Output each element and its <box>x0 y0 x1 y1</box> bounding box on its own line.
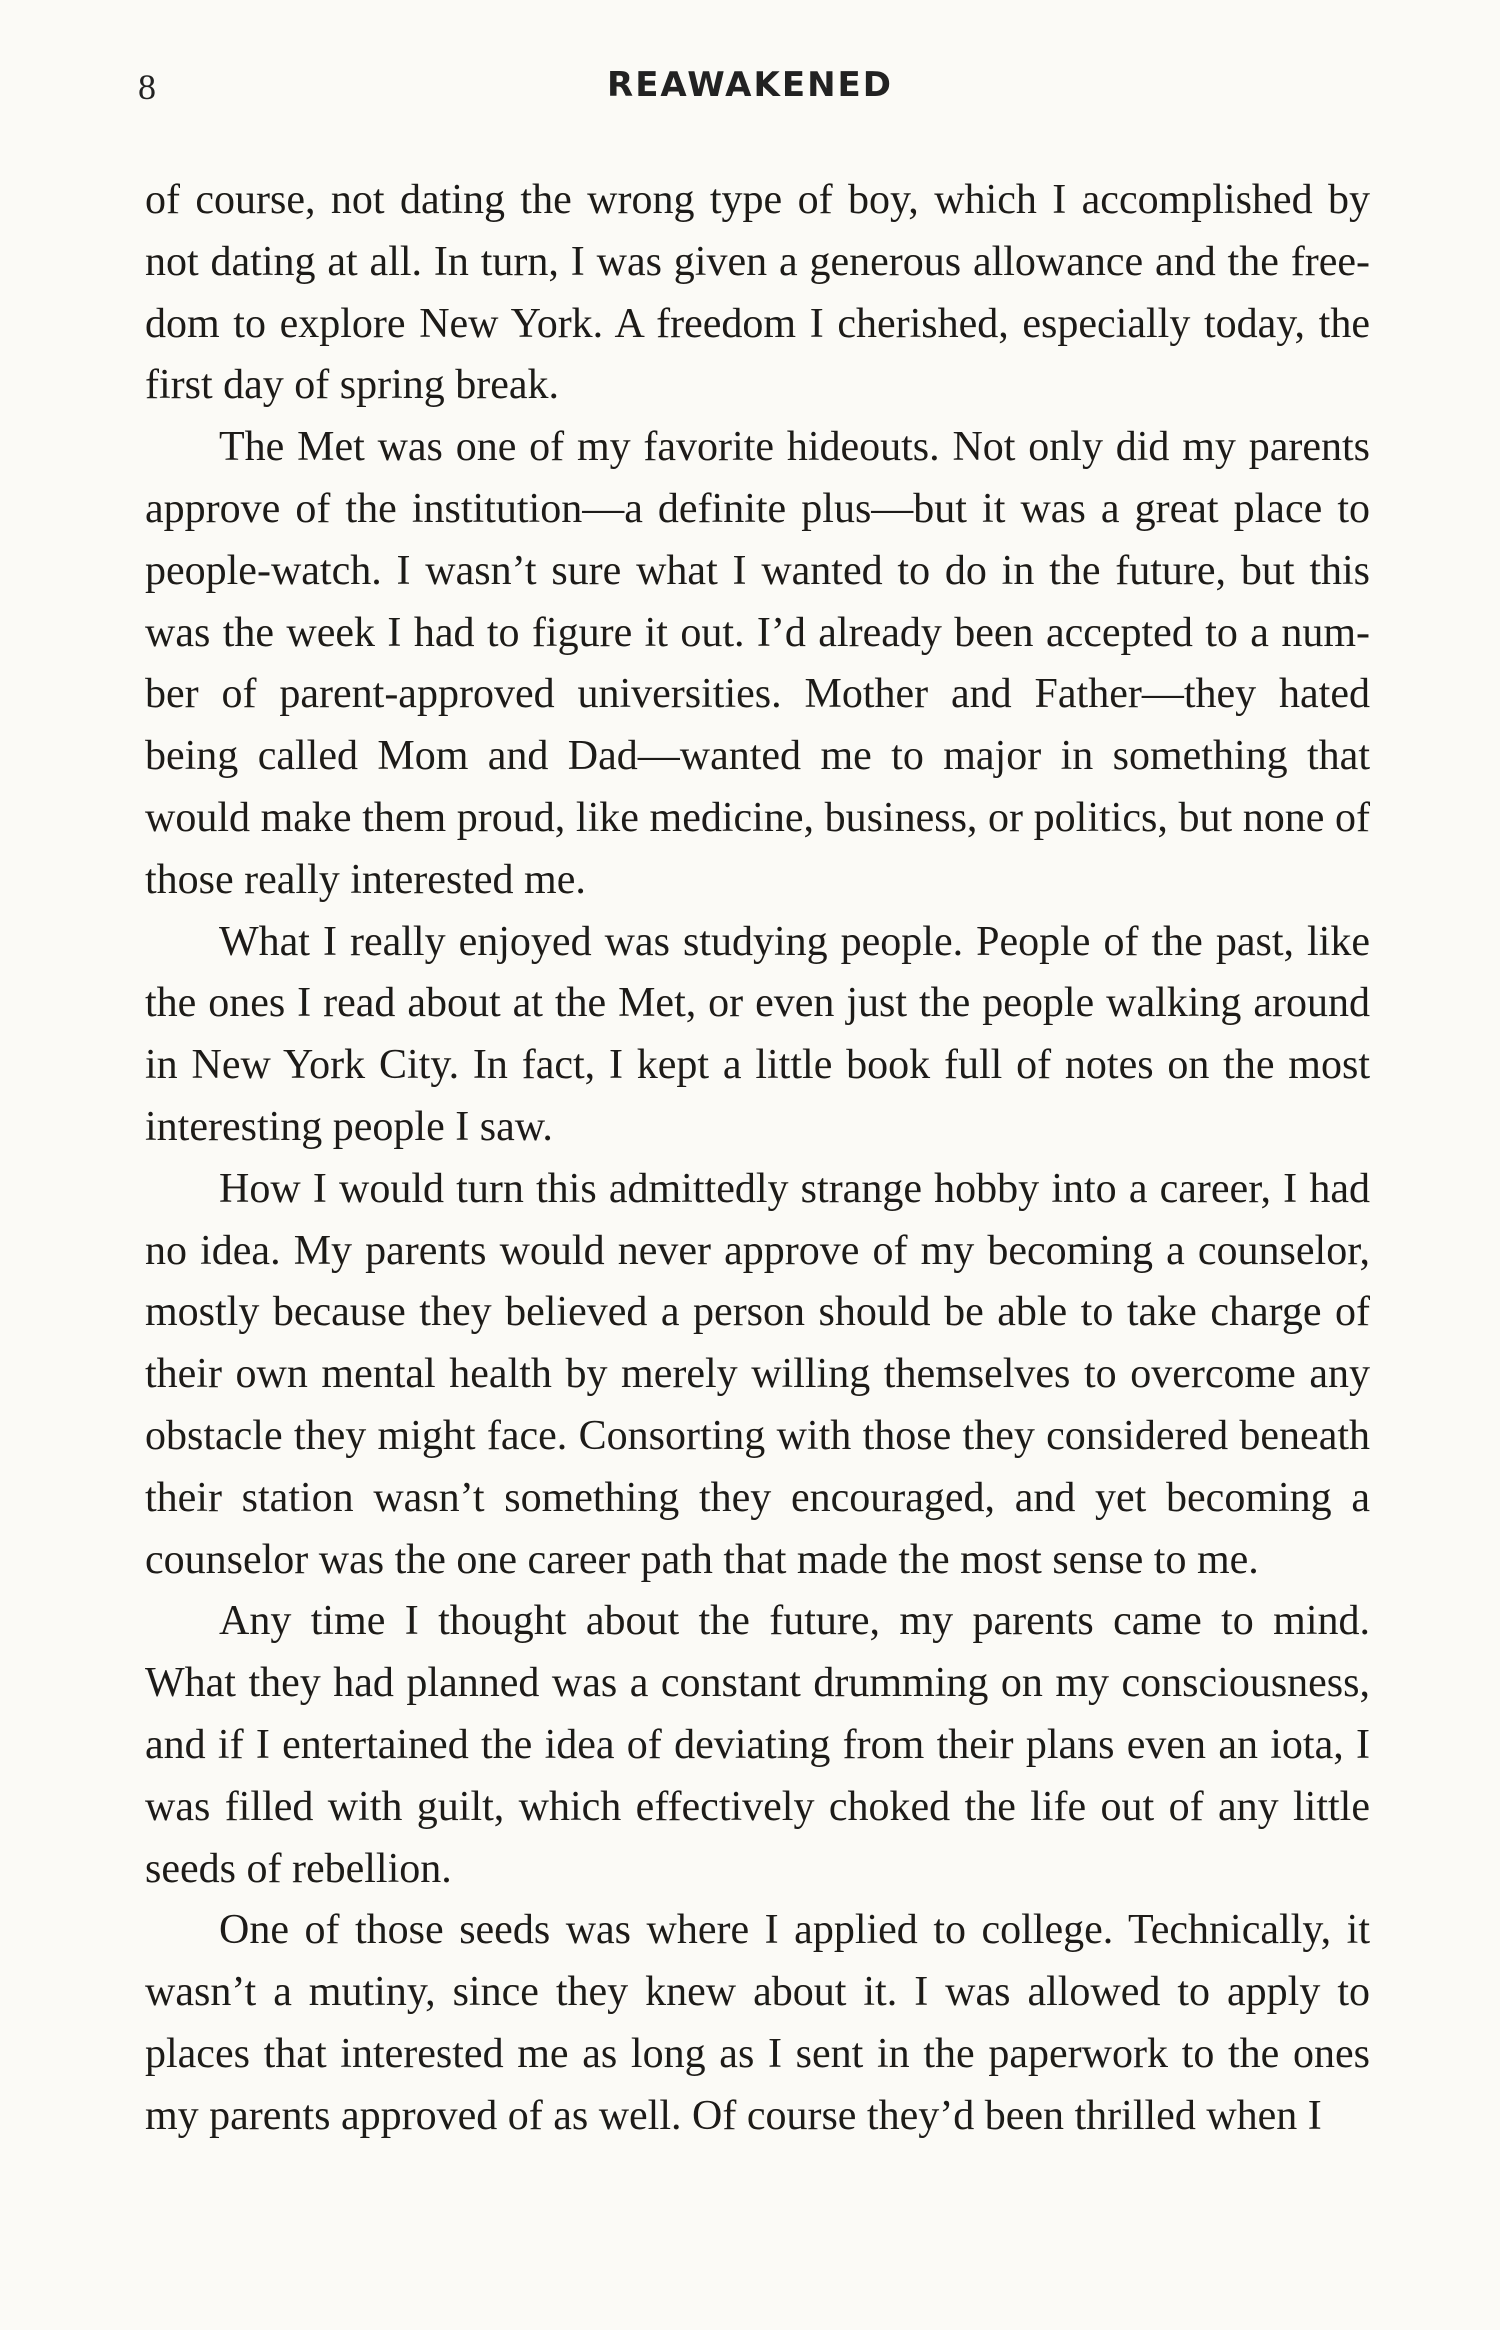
body-text <box>145 170 1370 2148</box>
paragraph: Any time I thought about the future, my parents came to mind. What they had planned was a constant drumming on my consciousness, and if I entertained the idea of deviating from their plans even an iota, I was filled with guilt, which effectively choked the life out of any little seeds of rebellion. <box>145 1598 1370 1892</box>
paragraph: How I would turn this admittedly strange hobby into a career, I had no idea. My parents would never approve of my becoming a counselor, mostly because they believed a person should be able to take charge of their own mental health by merely willing themselves to overcome any obstacle they might face. Consorting with those they considered beneath their station wasn’t something they encouraged, and yet becoming a counselor was the one career path that made the most sense to me. <box>145 1165 1370 1583</box>
running-head: REAWAKENED <box>607 65 893 105</box>
paragraph: What I really enjoyed was studying people. People of the past, like the ones I read about at the Met, or even just the people walking around in New York City. In fact, I kept a little book full of notes on the most interesting people I saw. <box>145 918 1370 1150</box>
page-number: 8 <box>138 67 156 107</box>
paragraph-continuation: of course, not dating the wrong type of boy, which I accomplished by not dating at all. In turn, I was given a generous allowance and the freedom to explore New York. A freedom I cherished, especially today, the first day of spring break. <box>145 177 1370 409</box>
paragraph: The Met was one of my favorite hideouts. Not only did my parents approve of the institution—a definite plus—but it was a great place to people-watch. I wasn’t sure what I wanted to do in the future, but this was the week I had to figure it out. I’d already been accepted to a number of parent-approved universities. Mother and Father—they hated being called Mom and Dad—wanted me to major in something that would make them proud, like medicine, business, or politics, but none of those really interested me. <box>145 424 1370 903</box>
paragraph: One of those seeds was where I applied to college. Technically, it wasn’t a mutiny, since they knew about it. I was allowed to apply to places that interested me as long as I sent in the paperwork to the ones my parents approved of as well. Of course they’d been thrilled when I <box>145 1907 1370 2139</box>
